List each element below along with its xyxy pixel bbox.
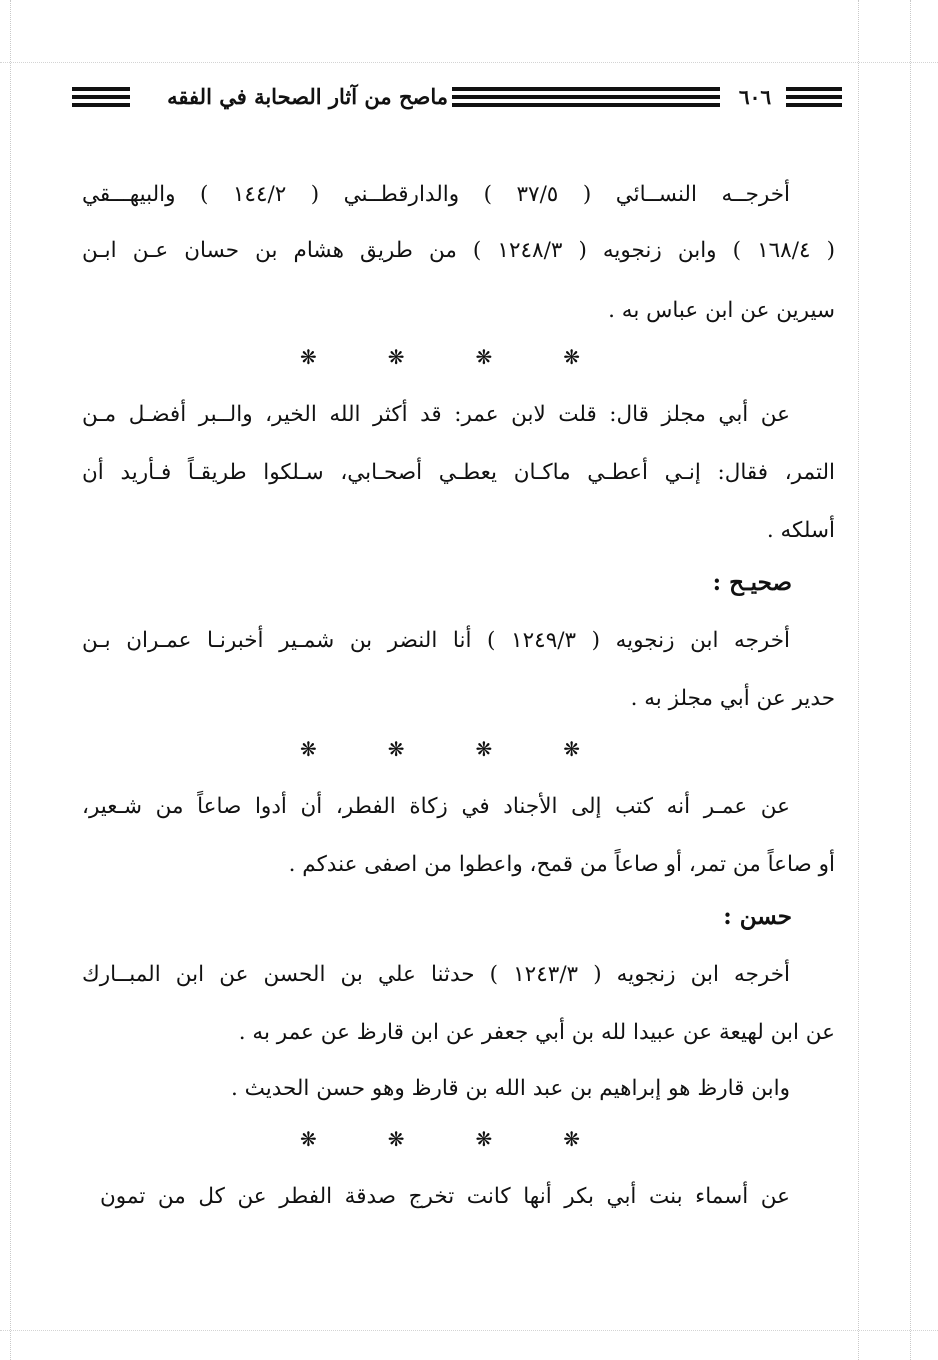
asterism-icon: ❋: [387, 345, 405, 369]
separator-asterisms: [300, 342, 580, 372]
page-header: [72, 82, 842, 112]
text-line: سيرين عن ابن عباس به .: [608, 298, 835, 323]
grade-heading: صحيـح :: [712, 569, 792, 596]
scan-guide-line: [858, 0, 859, 1360]
scan-guide-line: [10, 0, 11, 1360]
header-rule-left: [72, 87, 130, 111]
text-line: عن أسماء بنت أبي بكر أنها كانت تخرج صدقة الفطر عن كل من تمون: [100, 1184, 790, 1209]
asterism-icon: ❋: [387, 737, 405, 761]
asterism-icon: ❋: [387, 1127, 405, 1151]
text-line: عن أبي مجلز قال: قلت لابن عمر: قد أكثر الله الخير، والــبر أفضـل مـن: [82, 402, 790, 427]
text-line: عن ابن لهيعة عن عبيدا لله بن أبي جعفر عن ابن قارظ عن عمر به .: [238, 1020, 835, 1045]
text-line: أسلكه .: [766, 518, 835, 543]
asterism-icon: ❋: [300, 1127, 317, 1151]
header-rule-middle: [452, 87, 720, 111]
asterism-icon: ❋: [563, 737, 580, 761]
text-line: أو صاعاً من تمر، أو صاعاً من قمح، واعطوا من اصفى عندكم .: [288, 852, 835, 877]
text-line: التمر، فقال: إنـي أعطـي ماكـان يعطـي أصحـابي، سـلكوا طريقـاً فـأريد أن: [82, 460, 835, 485]
text-line: عن عمـر أنه كتب إلى الأجناد في زكاة الفطر، أن أدوا صاعاً من شـعير،: [82, 794, 790, 819]
grade-heading: حسن :: [723, 903, 792, 930]
page-number: ٦٠٦: [738, 85, 772, 109]
asterism-icon: ❋: [475, 1127, 493, 1151]
scan-guide-line: [0, 62, 938, 63]
text-line: أخرجــه النســائي ( ٣٧/٥ ) والدارقطــني ( ١٤٤/٢ ) والبيهـــقي: [82, 182, 790, 207]
separator-asterisms: [300, 1124, 580, 1154]
asterism-icon: ❋: [300, 345, 317, 369]
asterism-icon: ❋: [563, 1127, 580, 1151]
separator-asterisms: [300, 734, 580, 764]
scan-guide-line: [0, 1330, 938, 1331]
asterism-icon: ❋: [475, 345, 493, 369]
running-title: ماصح من آثار الصحابة في الفقه: [167, 84, 448, 109]
header-rule-right: [786, 87, 842, 111]
scan-guide-line: [910, 0, 911, 1360]
asterism-icon: ❋: [563, 345, 580, 369]
text-line: أخرجه ابن زنجويه ( ١٢٤٩/٣ ) أنا النضر بن شمـير أخبرنـا عمـران بـن: [82, 628, 790, 653]
text-line: حدير عن أبي مجلز به .: [630, 686, 835, 711]
text-line: ( ١٦٨/٤ ) وابن زنجويه ( ١٢٤٨/٣ ) من طريق هشام بن حسان عـن ابـن: [82, 238, 835, 263]
asterism-icon: ❋: [300, 737, 317, 761]
text-line: أخرجه ابن زنجويه ( ١٢٤٣/٣ ) حدثنا علي بن الحسن عن ابن المبــارك: [82, 962, 790, 987]
asterism-icon: ❋: [475, 737, 493, 761]
text-line: وابن قارظ هو إبراهيم بن عبد الله بن قارظ وهو حسن الحديث .: [230, 1076, 790, 1101]
